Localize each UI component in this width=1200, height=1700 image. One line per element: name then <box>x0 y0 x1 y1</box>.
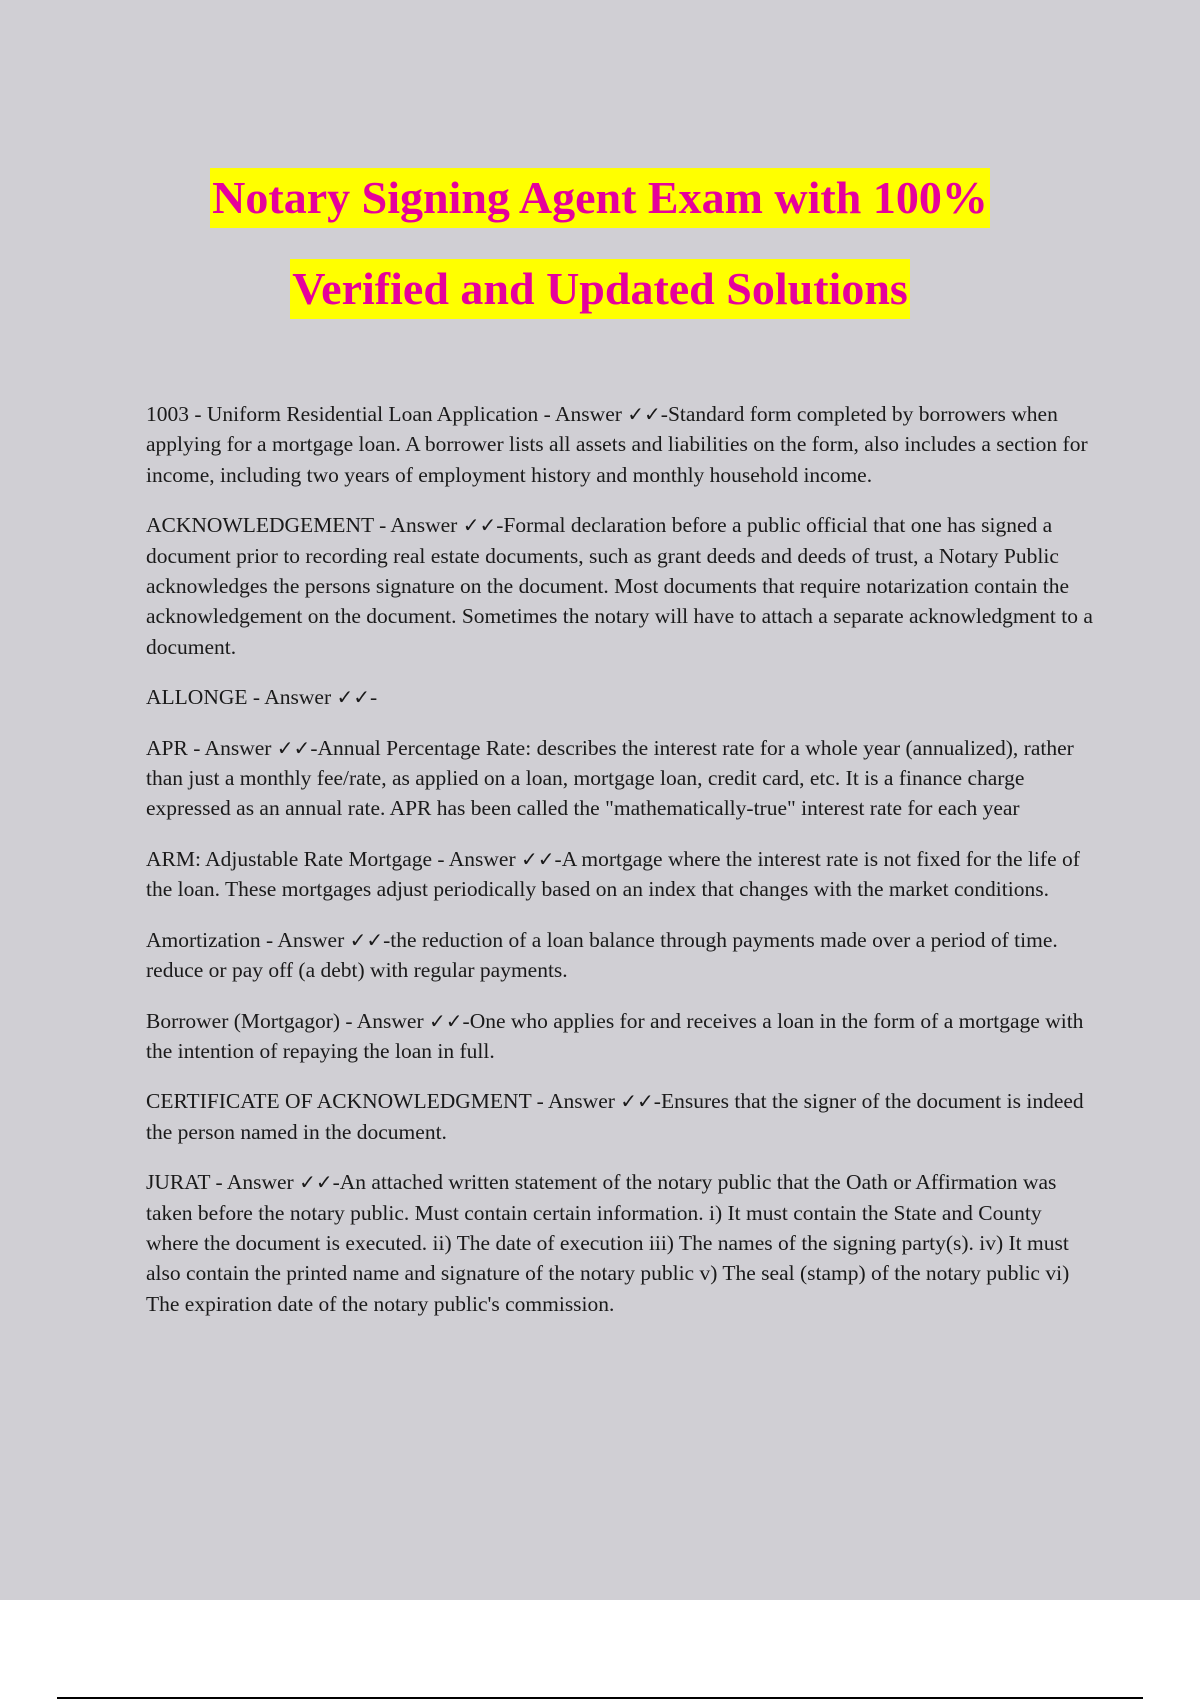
page-divider <box>57 1697 1143 1699</box>
check-mark-icon: ✓✓ <box>299 1170 333 1195</box>
entry-acknowledgement <box>146 510 1096 662</box>
entry-definition: -the reduction of a loan balance through payments made over a period of time. reduce or pay off (a debt) with regular payments. <box>146 927 1058 983</box>
entry-1003 <box>146 399 1096 490</box>
entry-term: Amortization - Answer <box>146 927 350 952</box>
entry-term: ACKNOWLEDGEMENT - Answer <box>146 513 463 538</box>
entry-jurat <box>146 1167 1096 1319</box>
entry-certificate-of-acknowledgment <box>146 1086 1096 1147</box>
check-mark-icon: ✓✓ <box>276 735 311 760</box>
entry-term: JURAT - Answer <box>146 1170 300 1195</box>
check-mark-icon: ✓✓ <box>349 927 384 952</box>
entry-definition: -A mortgage where the interest rate is not fixed for the life of the loan. These mortgages adjust periodically based on an index that changes with the market conditions. <box>146 846 1080 902</box>
document-title <box>0 168 1200 350</box>
entry-term: 1003 - Uniform Residential Loan Application - Answer <box>146 402 628 426</box>
entry-apr <box>146 733 1096 824</box>
check-mark-icon: ✓✓ <box>620 1089 654 1114</box>
entry-borrower <box>146 1006 1096 1067</box>
entry-definition: -Ensures that the signer of the document is indeed the person named in the document. <box>146 1089 1084 1144</box>
check-mark-icon: ✓✓ <box>462 513 497 538</box>
check-mark-icon: ✓✓ <box>336 685 370 710</box>
entry-definition: -Formal declaration before a public official that one has signed a document prior to recording real estate documents, such as grant deeds and deeds of trust, a Notary Public acknowledges the persons signature on the document. Most documents that require notarization contain the acknowledgement on the document. Sometimes the notary will have to attach a separate acknowledgment to a document. <box>146 513 1093 659</box>
check-mark-icon: ✓✓ <box>627 402 661 426</box>
entry-definition: -Annual Percentage Rate: describes the interest rate for a whole year (annualized), rather than just a monthly fee/rate, as applied on a loan, mortgage loan, credit card, etc. It is a finance charge expressed as an annual rate. APR has been called the "mathematically-true" interest rate for each year <box>146 735 1074 821</box>
entry-arm <box>146 844 1096 905</box>
document-body <box>146 399 1096 1339</box>
entry-term: ARM: Adjustable Rate Mortgage - Answer <box>146 846 522 871</box>
entry-term: CERTIFICATE OF ACKNOWLEDGMENT - Answer <box>146 1089 621 1114</box>
entry-definition: -One who applies for and receives a loan in the form of a mortgage with the intention of repaying the loan in full. <box>146 1008 1084 1063</box>
check-mark-icon: ✓✓ <box>521 846 555 871</box>
entry-definition: -An attached written statement of the notary public that the Oath or Affirmation was taken before the notary public. Must contain certain information. i) It must contain the State and County where the document is executed. ii) The date of execution iii) The names of the signing party(s). iv) It must also contain the printed name and signature of the notary public v) The seal (stamp) of the notary public vi) The expiration date of the notary public's commission. <box>146 1170 1070 1316</box>
entry-term: APR - Answer <box>146 735 277 760</box>
entry-term: Borrower (Mortgagor) - Answer <box>146 1008 430 1033</box>
check-mark-icon: ✓✓ <box>429 1008 463 1033</box>
entry-term: ALLONGE - Answer <box>146 685 337 710</box>
entry-definition: -Standard form completed by borrowers when applying for a mortgage loan. A borrower lists all assets and liabilities on the form, also includes a section for income, including two years of employment history and monthly household income. <box>146 402 1088 487</box>
title-line-2: Verified and Updated Solutions <box>290 259 910 319</box>
title-line-1: Notary Signing Agent Exam with 100% <box>210 168 990 228</box>
entry-amortization <box>146 925 1096 986</box>
entry-definition: - <box>370 685 378 710</box>
entry-allonge <box>146 682 1096 712</box>
